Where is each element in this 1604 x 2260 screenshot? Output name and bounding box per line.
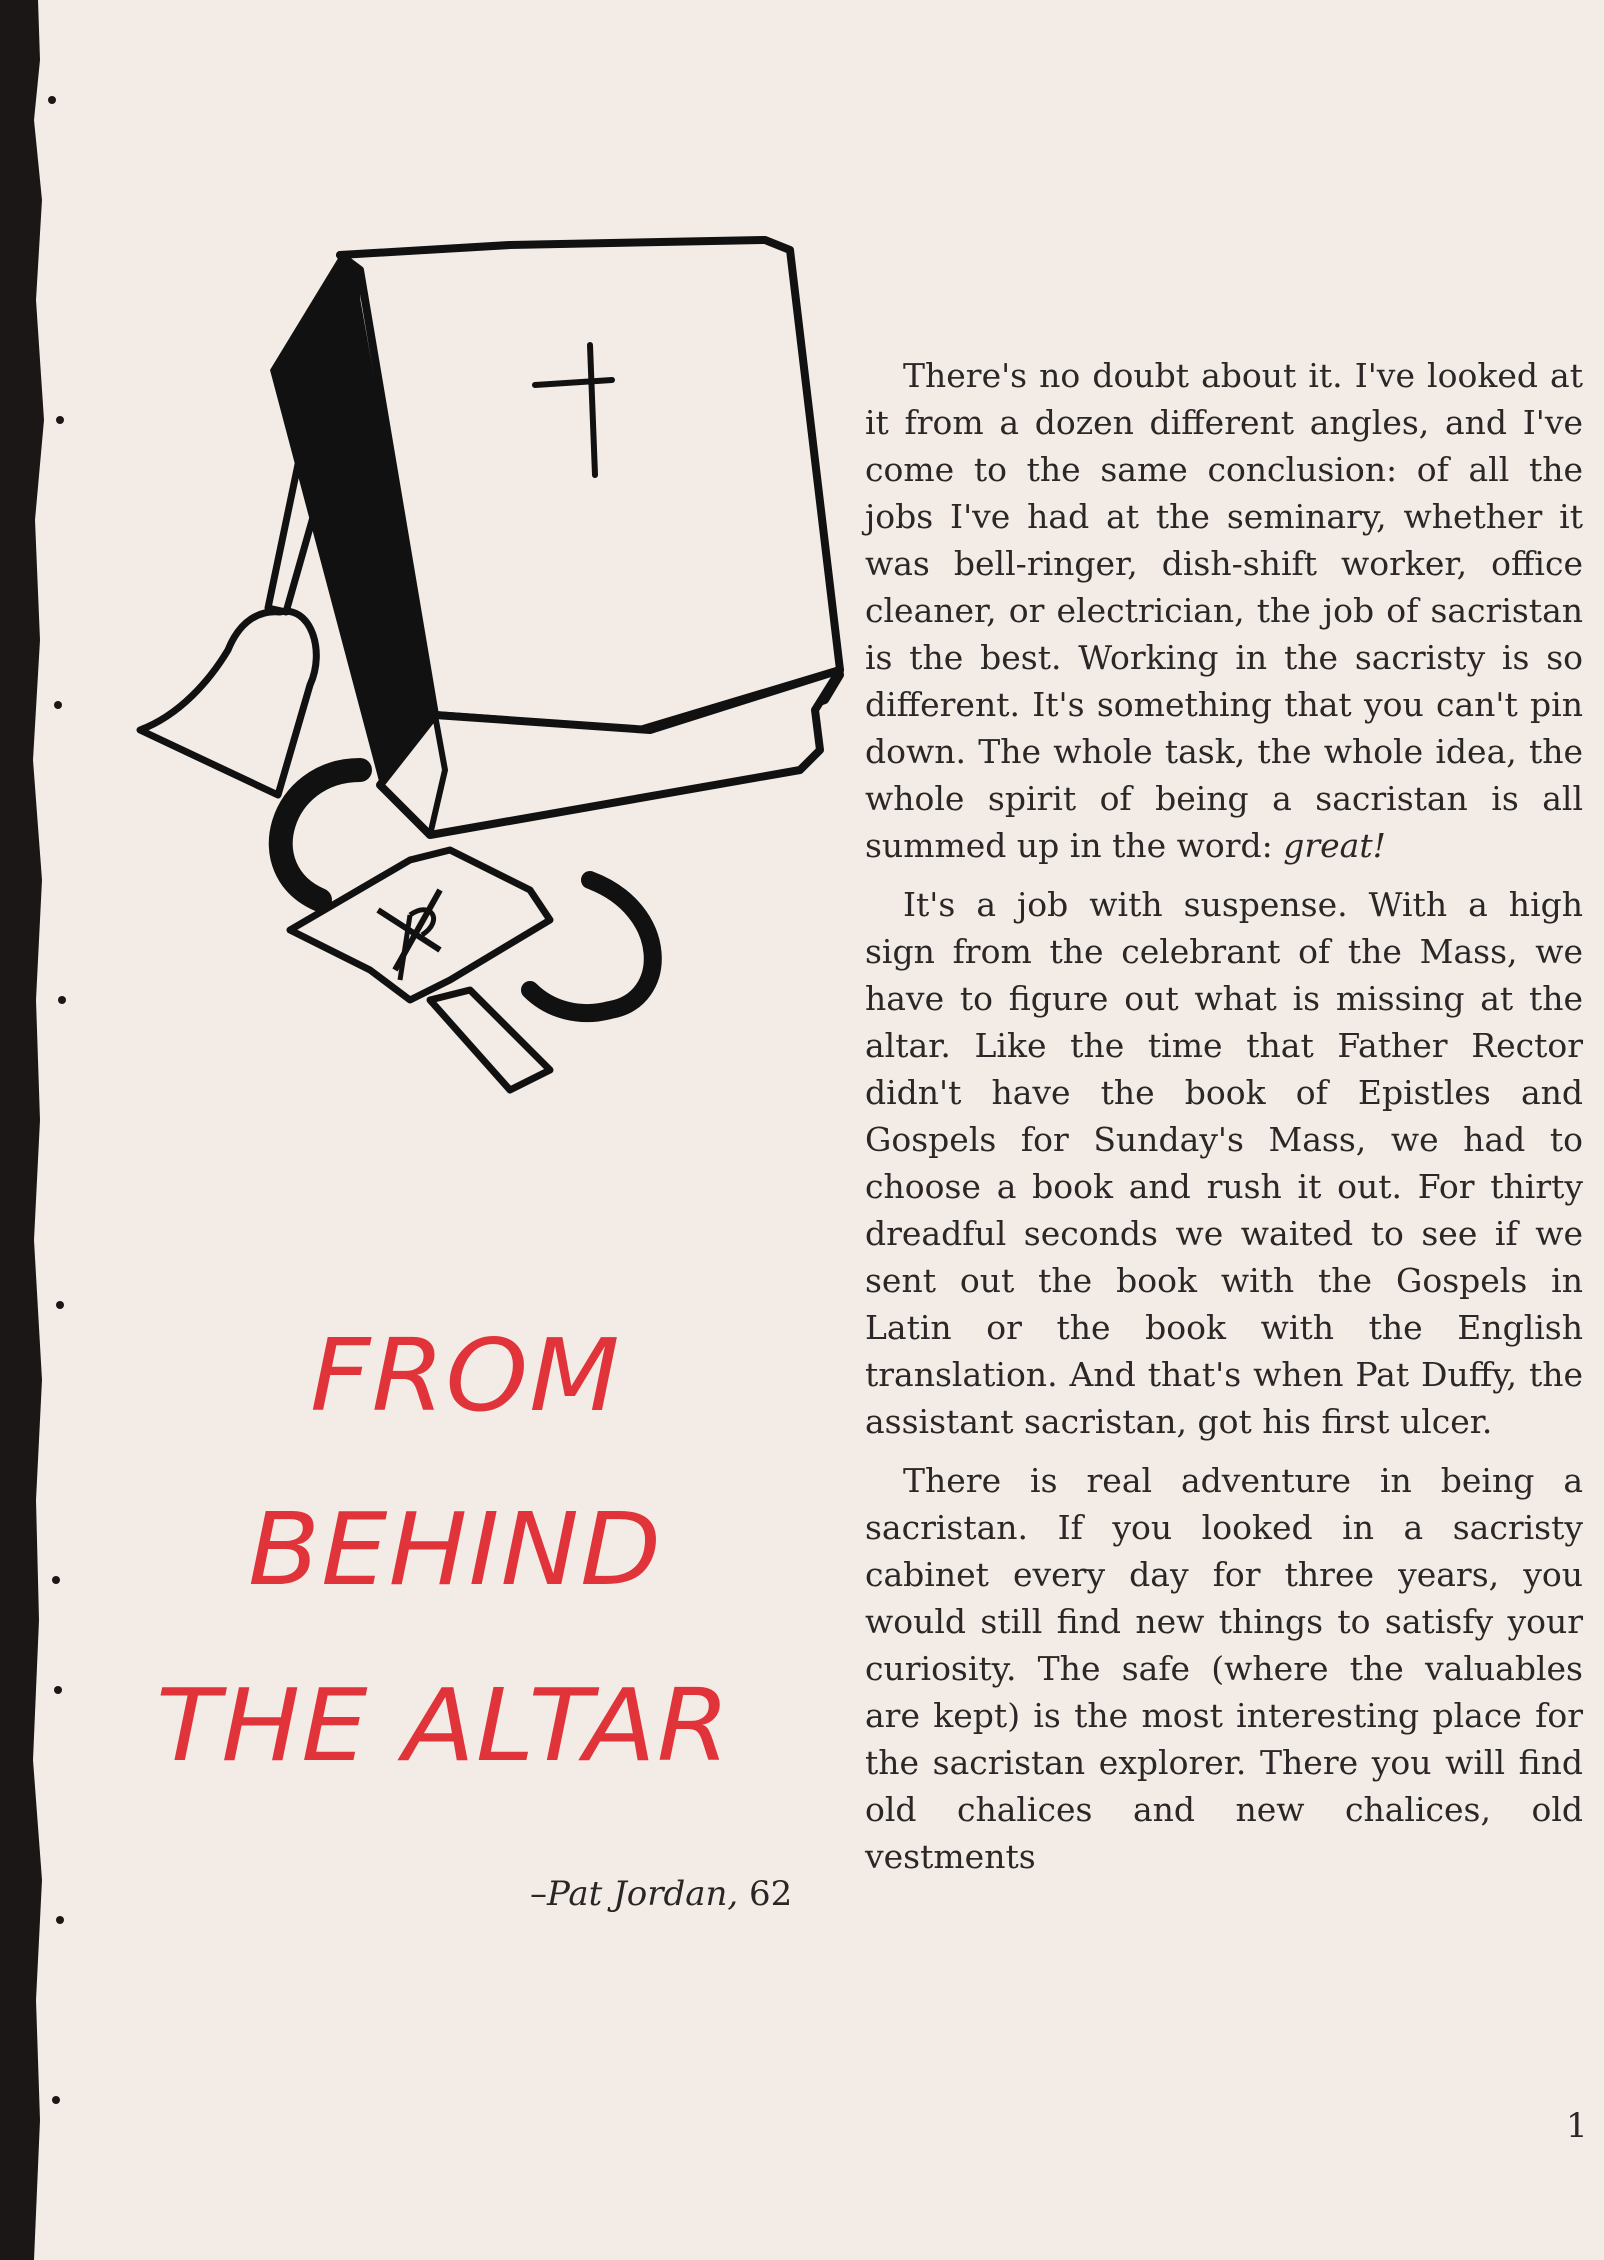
article-paragraph: It's a job with suspense. With a high sign from the celebrant of the Mass, we have to figure out what is missing at the altar. Like the time that Father Rector didn't have the book of Epistles and Gospels for Sunday's Mass, we had to choose a book and rush it out. For thirty dreadful seconds we waited to see if we sent out the book with the Gospels in Latin or the book with the English translation. And that's when Pat Duffy, the assistant sacristan, got his first ulcer. (865, 885, 1583, 1441)
byline-dash: – (530, 1874, 547, 1914)
emphasized-word: great! (1283, 826, 1386, 865)
article-paragraph: There is real adventure in being a sacristan. If you looked in a sacristy cabinet every day for three years, you would still find new things to satisfy your curiosity. The safe (where the valuables are kept) is the most interesting place for the sacristan explorer. There you will find old chalices and new chalices, old vestments (865, 1461, 1583, 1876)
paragraph-text: There's no doubt about it. I've looked at it from a dozen different angles, and I've come to the same conclusion: of all the jobs I've had at the seminary, whether it was bell-ringer, dish-shift worker, office cleaner, or electrician, the job of sacristan is the best. Working in the sacristy is so different. It's something that you can't pin down. The whole task, the whole idea, the whole spirit of being a sacristan is all summed up in the word: (865, 356, 1583, 865)
article-title-line-2: BEHIND (248, 1491, 662, 1608)
author-byline (530, 1874, 792, 1914)
book-icon (270, 240, 840, 835)
article-body (865, 352, 1583, 1892)
page-number: 1 (1566, 2106, 1588, 2146)
magazine-page (30, 0, 1604, 2260)
article-title-line-1: FROM (310, 1317, 621, 1434)
article-paragraph (865, 352, 1583, 869)
author-name: Pat Jordan, (547, 1874, 739, 1914)
torn-page-edge (30, 0, 90, 2260)
author-class-year: 62 (738, 1874, 793, 1914)
article-title-line-3: THE ALTAR (156, 1667, 731, 1784)
altar-illustration (110, 210, 870, 1150)
